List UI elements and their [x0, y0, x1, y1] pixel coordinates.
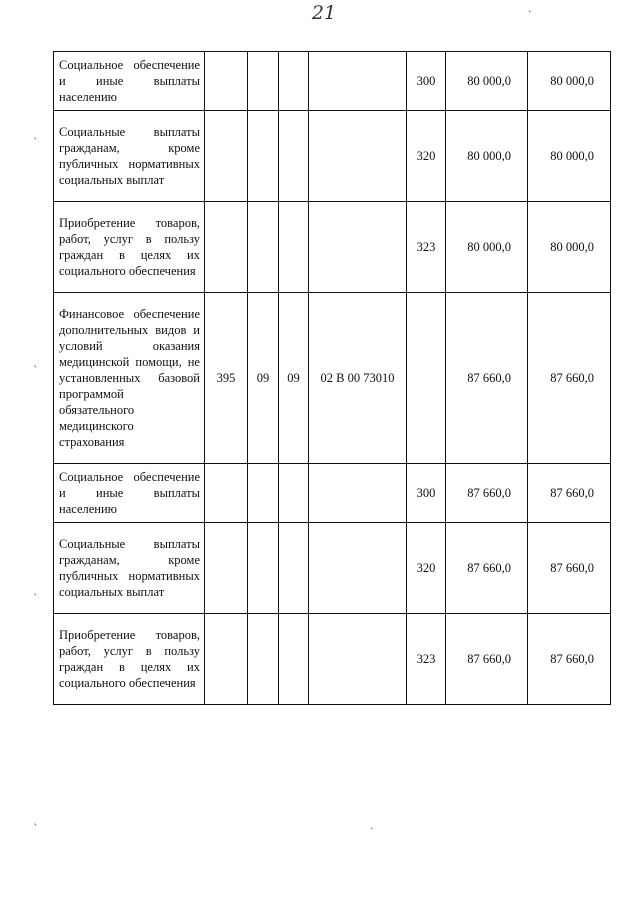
cell-target-article: [309, 202, 407, 293]
cell-target-article: [309, 52, 407, 111]
cell-ministry-code: [205, 52, 248, 111]
cell-subsection: [279, 52, 309, 111]
cell-expense-type: 300: [407, 52, 446, 111]
cell-ministry-code: [205, 614, 248, 705]
row-description: Социальные выплаты гражданам, кроме публичных нормативных социальных выплат: [54, 111, 205, 202]
cell-target-article: [309, 464, 407, 523]
cell-amount-1: 87 660,0: [446, 464, 528, 523]
cell-section: [248, 614, 279, 705]
table-row: [54, 202, 611, 293]
cell-amount-1: 80 000,0: [446, 202, 528, 293]
row-description: Социальное обеспечение и иные выплаты населению: [54, 464, 205, 523]
cell-expense-type: 323: [407, 614, 446, 705]
cell-ministry-code: [205, 111, 248, 202]
cell-section: [248, 523, 279, 614]
cell-amount-2: 80 000,0: [528, 202, 611, 293]
cell-subsection: [279, 523, 309, 614]
table-row: [54, 293, 611, 464]
cell-subsection: [279, 111, 309, 202]
table-row: [54, 111, 611, 202]
cell-ministry-code: [205, 523, 248, 614]
cell-target-article: [309, 111, 407, 202]
cell-expense-type: 320: [407, 523, 446, 614]
scan-mark: ˋ: [33, 822, 39, 835]
table-row: [54, 614, 611, 705]
cell-subsection: [279, 614, 309, 705]
row-description: Приобретение товаров, работ, услуг в пользу граждан в целях их социального обеспечения: [54, 614, 205, 705]
row-description: Социальное обеспечение и иные выплаты населению: [54, 52, 205, 111]
cell-expense-type: [407, 293, 446, 464]
cell-amount-2: 87 660,0: [528, 523, 611, 614]
cell-amount-1: 87 660,0: [446, 614, 528, 705]
scan-mark: ˋ: [33, 592, 39, 605]
cell-amount-1: 87 660,0: [446, 293, 528, 464]
cell-amount-1: 80 000,0: [446, 111, 528, 202]
scan-mark: ˋ: [33, 136, 39, 149]
cell-amount-2: 87 660,0: [528, 464, 611, 523]
cell-amount-2: 87 660,0: [528, 293, 611, 464]
cell-target-article: [309, 614, 407, 705]
cell-amount-1: 87 660,0: [446, 523, 528, 614]
cell-subsection: [279, 202, 309, 293]
cell-section: [248, 111, 279, 202]
row-description: Социальные выплаты гражданам, кроме публичных нормативных социальных выплат: [54, 523, 205, 614]
cell-expense-type: 320: [407, 111, 446, 202]
cell-target-article: [309, 523, 407, 614]
cell-section: [248, 202, 279, 293]
scan-mark: ˋ: [33, 364, 39, 377]
scan-mark: ·: [528, 5, 532, 18]
cell-amount-2: 80 000,0: [528, 111, 611, 202]
row-description: Финансовое обеспечение дополнительных видов и условий оказания медицинской помощи, не установленных базовой программой обязательного медицинского страхования: [54, 293, 205, 464]
cell-expense-type: 300: [407, 464, 446, 523]
cell-ministry-code: [205, 202, 248, 293]
row-description: Приобретение товаров, работ, услуг в пользу граждан в целях их социального обеспечения: [54, 202, 205, 293]
cell-ministry-code: [205, 464, 248, 523]
table-row: [54, 52, 611, 111]
cell-section: [248, 52, 279, 111]
cell-target-article: 02 В 00 73010: [309, 293, 407, 464]
cell-amount-2: 80 000,0: [528, 52, 611, 111]
cell-subsection: 09: [279, 293, 309, 464]
cell-subsection: [279, 464, 309, 523]
cell-section: 09: [248, 293, 279, 464]
page-number: 21: [311, 2, 337, 24]
table-row: [54, 464, 611, 523]
table-row: [54, 523, 611, 614]
cell-amount-2: 87 660,0: [528, 614, 611, 705]
cell-section: [248, 464, 279, 523]
cell-expense-type: 323: [407, 202, 446, 293]
cell-amount-1: 80 000,0: [446, 52, 528, 111]
cell-ministry-code: 395: [205, 293, 248, 464]
scan-mark: ·: [370, 822, 374, 835]
budget-table: [53, 51, 611, 705]
